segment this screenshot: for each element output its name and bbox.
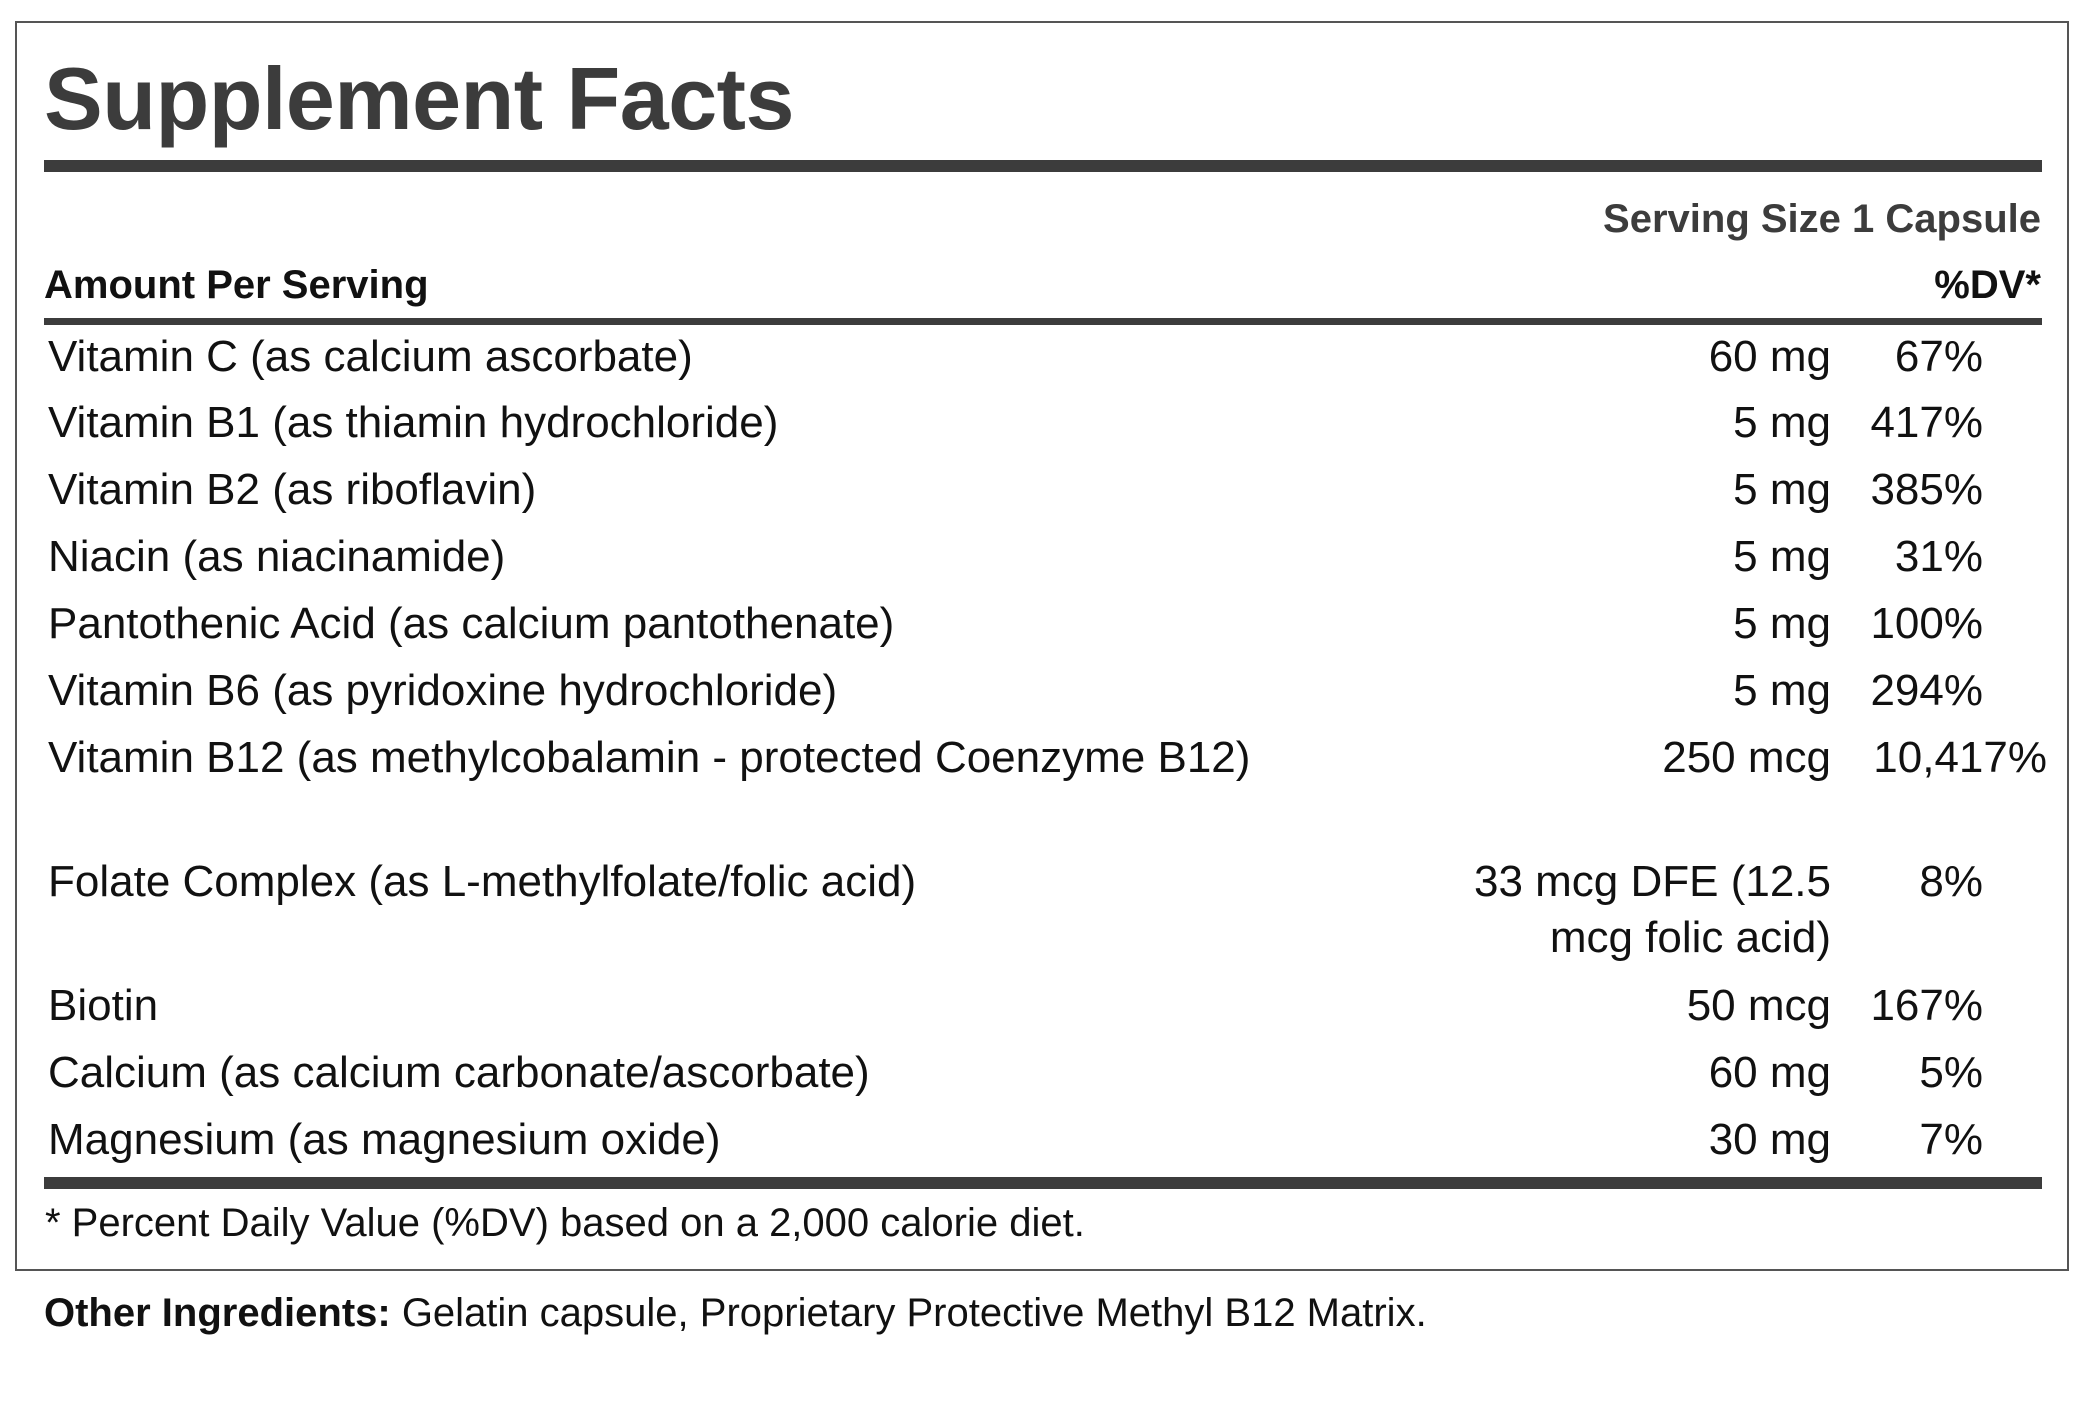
nutrient-name: Vitamin B1 (as thiamin hydrochloride): [48, 398, 779, 447]
nutrient-amount: 5 mg: [1733, 599, 1831, 648]
daily-value-header: %DV*: [1934, 263, 2041, 307]
other-ingredients: [44, 1291, 1427, 1335]
footer-divider: [44, 1177, 2042, 1189]
nutrient-amount: 60 mg: [1708, 1048, 1831, 1097]
nutrient-dv: 294%: [1870, 666, 1983, 715]
nutrient-dv: 167%: [1870, 981, 1983, 1030]
nutrient-dv: 7%: [1919, 1115, 1983, 1164]
nutrient-name: Folate Complex (as L-methylfolate/folic acid): [48, 857, 917, 906]
nutrient-amount: 33 mcg DFE (12.5 mcg folic acid): [1473, 857, 1831, 962]
nutrient-name: Calcium (as calcium carbonate/ascorbate): [48, 1048, 870, 1097]
header-divider: [44, 318, 2042, 325]
amount-per-serving-header: Amount Per Serving: [44, 263, 429, 307]
panel-title: Supplement Facts: [44, 49, 794, 148]
nutrient-dv: 5%: [1919, 1048, 1983, 1097]
nutrient-amount: 60 mg: [1708, 332, 1831, 381]
nutrient-name: Magnesium (as magnesium oxide): [48, 1115, 721, 1164]
nutrient-dv: 100%: [1870, 599, 1983, 648]
other-ingredients-text: Gelatin capsule, Proprietary Protective Methyl B12 Matrix.: [390, 1291, 1427, 1335]
nutrient-dv: 385%: [1870, 465, 1983, 514]
nutrient-dv: 31%: [1894, 532, 1983, 581]
nutrient-amount: 5 mg: [1733, 532, 1831, 581]
nutrient-name: Vitamin B6 (as pyridoxine hydrochloride): [48, 666, 838, 715]
serving-size: Serving Size 1 Capsule: [1603, 197, 2041, 241]
nutrient-name: Vitamin C (as calcium ascorbate): [48, 332, 693, 381]
nutrient-name: Pantothenic Acid (as calcium pantothenate): [48, 599, 895, 648]
nutrient-amount: 5 mg: [1733, 465, 1831, 514]
nutrient-dv: 8%: [1919, 857, 1983, 906]
nutrient-dv: 417%: [1870, 398, 1983, 447]
other-ingredients-label: Other Ingredients:: [44, 1291, 391, 1335]
nutrient-amount: 250 mcg: [1662, 733, 1831, 782]
nutrient-name: Vitamin B12 (as methylcobalamin - protected Coenzyme B12): [48, 733, 1251, 782]
nutrient-amount: 30 mg: [1708, 1115, 1831, 1164]
supplement-facts-panel: [15, 21, 2069, 1271]
daily-value-footnote: * Percent Daily Value (%DV) based on a 2,000 calorie diet.: [45, 1201, 1085, 1245]
nutrient-amount: 50 mcg: [1686, 981, 1831, 1030]
nutrient-dv: 67%: [1894, 332, 1983, 381]
nutrient-name: Niacin (as niacinamide): [48, 532, 506, 581]
nutrient-amount: 5 mg: [1733, 666, 1831, 715]
title-divider: [44, 160, 2042, 172]
nutrient-name: Biotin: [48, 981, 159, 1030]
nutrient-amount: 5 mg: [1733, 398, 1831, 447]
nutrient-name: Vitamin B2 (as riboflavin): [48, 465, 537, 514]
nutrient-dv: 10,417%: [1873, 733, 2047, 782]
